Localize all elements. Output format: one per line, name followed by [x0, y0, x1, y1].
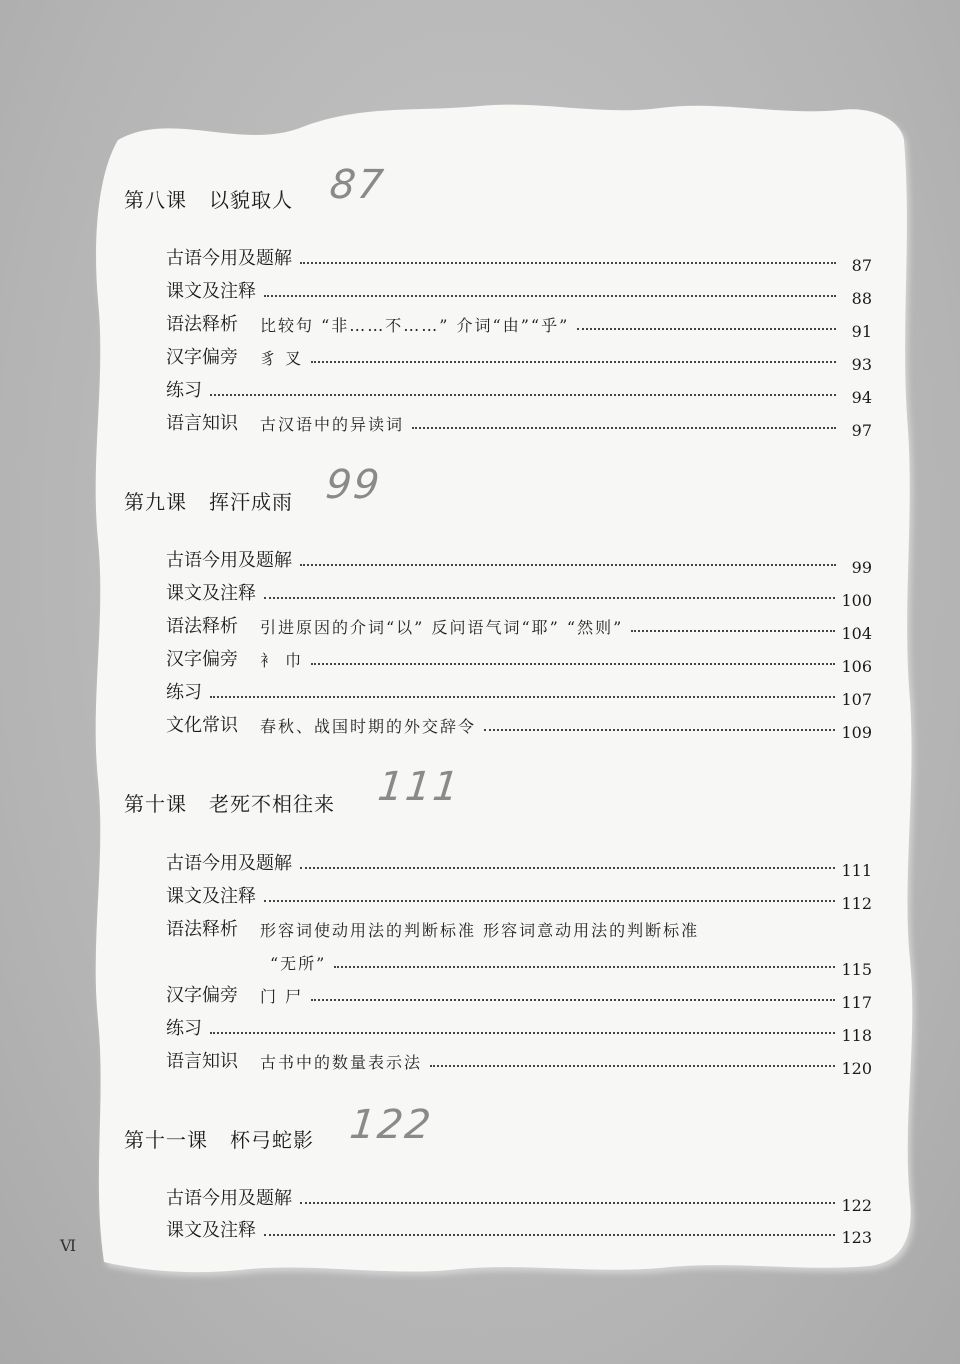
handwritten-page-note: 99 [323, 462, 384, 508]
leader-dots [311, 361, 836, 363]
entry-page: 120 [841, 1059, 872, 1078]
entry-label: 古语今用及题解 [166, 1188, 292, 1209]
leader-dots [300, 867, 835, 869]
entry-page: 107 [841, 690, 872, 709]
lesson-heading[interactable] [124, 1124, 314, 1153]
handwritten-page-note: 87 [327, 162, 388, 208]
toc-entry[interactable] [166, 542, 872, 577]
entry-page: 123 [841, 1228, 872, 1247]
leader-dots [300, 262, 836, 264]
leader-dots [300, 1202, 835, 1204]
entry-label: 语言知识 [166, 1051, 238, 1072]
entry-page: 122 [841, 1196, 872, 1215]
entry-label: 语法释析 [166, 616, 238, 637]
entry-detail: 形容词使动用法的判断标准 形容词意动用法的判断标准 [260, 921, 700, 940]
entry-label: 语言知识 [166, 413, 238, 434]
lesson-number: 第九课 [124, 490, 187, 514]
entry-page: 87 [851, 256, 872, 275]
entry-detail: 门 尸 [260, 987, 304, 1006]
entry-page: 117 [841, 993, 872, 1012]
lesson-title: 老死不相往来 [209, 792, 335, 816]
lesson-heading[interactable] [124, 788, 335, 817]
leader-dots [210, 1032, 835, 1034]
entry-page: 93 [851, 355, 872, 374]
entry-page: 111 [841, 861, 872, 880]
leader-dots [210, 394, 836, 396]
entry-detail: 比较句 “非……不……” 介词“由”“乎” [260, 316, 570, 335]
toc-entry-continuation[interactable] [270, 944, 872, 979]
toc-entry[interactable] [166, 575, 872, 610]
leader-dots [631, 630, 835, 632]
entry-page: 99 [851, 558, 872, 577]
lesson-title: 挥汗成雨 [209, 490, 293, 514]
entry-page: 91 [851, 322, 872, 341]
entry-page: 94 [851, 388, 872, 407]
leader-dots [311, 663, 835, 665]
toc-entry[interactable] [166, 1180, 872, 1215]
lesson-title: 以貌取人 [209, 188, 293, 212]
toc-entry[interactable] [166, 405, 872, 440]
entry-label: 古语今用及题解 [166, 550, 292, 571]
entry-detail: 豸 叉 [260, 349, 304, 368]
leader-dots [264, 295, 836, 297]
entry-label: 课文及注释 [166, 886, 256, 907]
toc-entry[interactable] [166, 674, 872, 709]
lesson-heading[interactable] [124, 486, 293, 515]
toc-entry[interactable] [166, 977, 872, 1012]
entry-detail: 春秋、战国时期的外交辞令 [260, 717, 477, 736]
toc-entry[interactable] [166, 608, 872, 643]
leader-dots [210, 696, 835, 698]
entry-label: 汉字偏旁 [166, 985, 238, 1006]
toc-entry[interactable] [166, 240, 872, 275]
leader-dots [430, 1065, 835, 1067]
toc-entry[interactable] [166, 1043, 872, 1078]
entry-label: 课文及注释 [166, 1220, 256, 1241]
entry-detail-continuation: “无所” [270, 954, 327, 973]
toc-entry[interactable] [166, 911, 872, 941]
entry-page: 115 [841, 960, 872, 979]
entry-label: 课文及注释 [166, 281, 256, 302]
toc-entry[interactable] [166, 372, 872, 407]
leader-dots [300, 564, 836, 566]
leader-dots [264, 1234, 835, 1236]
entry-detail: 古书中的数量表示法 [260, 1053, 423, 1072]
lesson-heading[interactable] [124, 184, 293, 213]
lesson-number: 第十一课 [124, 1128, 208, 1152]
toc-entry[interactable] [166, 273, 872, 308]
toc-entry[interactable] [166, 641, 872, 676]
leader-dots [412, 427, 836, 429]
entry-detail: 衤 巾 [260, 651, 304, 670]
toc-entry[interactable] [166, 339, 872, 374]
entry-page: 100 [841, 591, 872, 610]
toc-entry[interactable] [166, 707, 872, 742]
toc-entry[interactable] [166, 845, 872, 880]
toc-entry[interactable] [166, 306, 872, 341]
lesson-number: 第八课 [124, 188, 187, 212]
entry-label: 汉字偏旁 [166, 347, 238, 368]
leader-dots [577, 328, 836, 330]
entry-label: 古语今用及题解 [166, 248, 292, 269]
toc-entry[interactable] [166, 878, 872, 913]
entry-page: 88 [851, 289, 872, 308]
entry-label: 语法释析 [166, 314, 238, 335]
toc-entry[interactable] [166, 1010, 872, 1045]
entry-page: 118 [841, 1026, 872, 1045]
entry-label: 古语今用及题解 [166, 853, 292, 874]
lesson-title: 杯弓蛇影 [230, 1128, 314, 1152]
leader-dots [264, 900, 835, 902]
entry-detail: 古汉语中的异读词 [260, 415, 405, 434]
entry-label: 汉字偏旁 [166, 649, 238, 670]
entry-page: 109 [841, 723, 872, 742]
leader-dots [484, 729, 835, 731]
entry-page: 112 [841, 894, 872, 913]
entry-label: 练习 [166, 1018, 202, 1039]
entry-label: 练习 [166, 380, 202, 401]
toc-entry[interactable] [166, 1212, 872, 1247]
entry-page: 104 [841, 624, 872, 643]
entry-label: 语法释析 [166, 919, 238, 940]
entry-page: 106 [841, 657, 872, 676]
lesson-number: 第十课 [124, 792, 187, 816]
leader-dots [334, 966, 835, 968]
entry-page: 97 [851, 421, 872, 440]
entry-detail: 引进原因的介词“以” 反问语气词“耶” “然则” [260, 618, 624, 637]
handwritten-page-note: 111 [375, 764, 463, 810]
page-number: Ⅵ [60, 1236, 77, 1255]
handwritten-page-note: 122 [347, 1102, 435, 1148]
entry-label: 文化常识 [166, 715, 238, 736]
entry-label: 课文及注释 [166, 583, 256, 604]
entry-label: 练习 [166, 682, 202, 703]
leader-dots [311, 999, 835, 1001]
leader-dots [264, 597, 835, 599]
